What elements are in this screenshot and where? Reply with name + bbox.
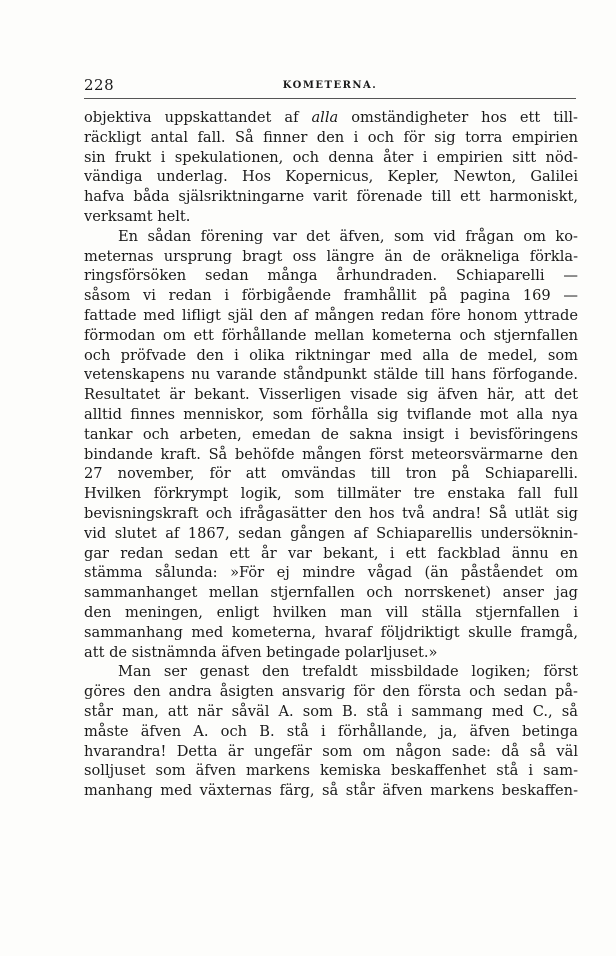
text-line: göres den andra åsigten ansvarig för den första och sedan på- [84, 683, 578, 701]
text-line: 27 november, för att omvändas till tron på Schiaparelli. [84, 465, 578, 483]
text-line: hafva båda själsriktningarne varit förenade till ett harmoniskt, [84, 188, 578, 206]
text-line: meternas ursprung bragt oss längre än de oräkneliga förkla- [84, 247, 578, 265]
text-line: den meningen, enligt hvilken man vill ställa stjernfallen i [84, 603, 578, 621]
text-line: stämma sålunda: »För ej mindre vågad (än påståendet om [84, 564, 578, 582]
header-rule [84, 98, 576, 99]
text-line: vetenskapens nu varande ståndpunkt stälde till hans förfogande. [84, 366, 578, 384]
text-line: Resultatet är bekant. Visserligen visade sig äfven här, att det [84, 386, 578, 404]
text-line: vid slutet af 1867, sedan gången af Schiaparellis undersöknin- [84, 524, 578, 542]
text-line: hvarandra! Detta är ungefär som om någon sade: då så väl [84, 742, 578, 760]
text-line: bindande kraft. Så behöfde mången först meteorsvärmarne den [84, 445, 578, 463]
text-line: ringsförsöken sedan många århundraden. Schiaparelli — [84, 267, 578, 285]
text-line: och pröfvade den i olika riktningar med alla de medel, som [84, 346, 578, 364]
text-line: måste äfven A. och B. stå i förhållande, ja, äfven betinga [84, 722, 578, 740]
running-head: KOMETERNA. [282, 80, 378, 91]
text-line: att de sistnämnda äfven betingade polarljuset.» [84, 643, 438, 661]
page-header [84, 76, 576, 96]
text-line: tankar och arbeten, emedan de sakna insigt i bevisföringens [84, 425, 578, 443]
text-line: förmodan om ett förhållande mellan kometerna och stjernfallen [84, 326, 578, 344]
text-line: fattade med lifligt själ den af mången redan före honom yttrade [84, 306, 578, 324]
text-line: verksamt helt. [84, 207, 191, 225]
text-line: En sådan förening var det äfven, som vid frågan om ko- [118, 227, 578, 245]
page-number: 228 [84, 76, 115, 94]
text-line: såsom vi redan i förbigående framhållit på pagina 169 — [84, 287, 578, 305]
text-line: Hvilken förkrympt logik, som tillmäter tre enstaka fall full [84, 485, 578, 503]
text-line: sammanhanget mellan stjernfallen och norrskenet) anser jag [84, 584, 578, 602]
text-line: sammanhang med kometerna, hvaraf följdriktigt skulle framgå, [84, 623, 578, 641]
text-line: alltid finnes menniskor, som förhålla sig tviflande mot alla nya [84, 405, 578, 423]
text-line: manhang med växternas färg, så står äfven markens beskaffen- [84, 782, 578, 800]
text-line: vändiga underlag. Hos Kopernicus, Kepler, Newton, Galilei [84, 168, 578, 186]
text-line: Man ser genast den trefaldt missbildade logiken; först [118, 663, 578, 681]
text-line: står man, att när såväl A. som B. stå i sammang med C., så [84, 702, 578, 720]
text-line: gar redan sedan ett år var bekant, i ett fackblad ännu en [84, 544, 578, 562]
body-text [84, 108, 578, 801]
text-line: bevisningskraft och ifrågasätter den hos två andra! Så utlät sig [84, 504, 578, 522]
text-line: räckligt antal fall. Så finner den i och för sig torra empirien [84, 128, 578, 146]
emphasis: alla [311, 109, 339, 126]
text-line: sin frukt i spekulationen, och denna åter i empirien sitt nöd- [84, 148, 578, 166]
text-line: objektiva uppskattandet af alla omständigheter hos ett till- [84, 109, 578, 126]
text-line: solljuset som äfven markens kemiska beskaffenhet stå i sam- [84, 762, 578, 780]
